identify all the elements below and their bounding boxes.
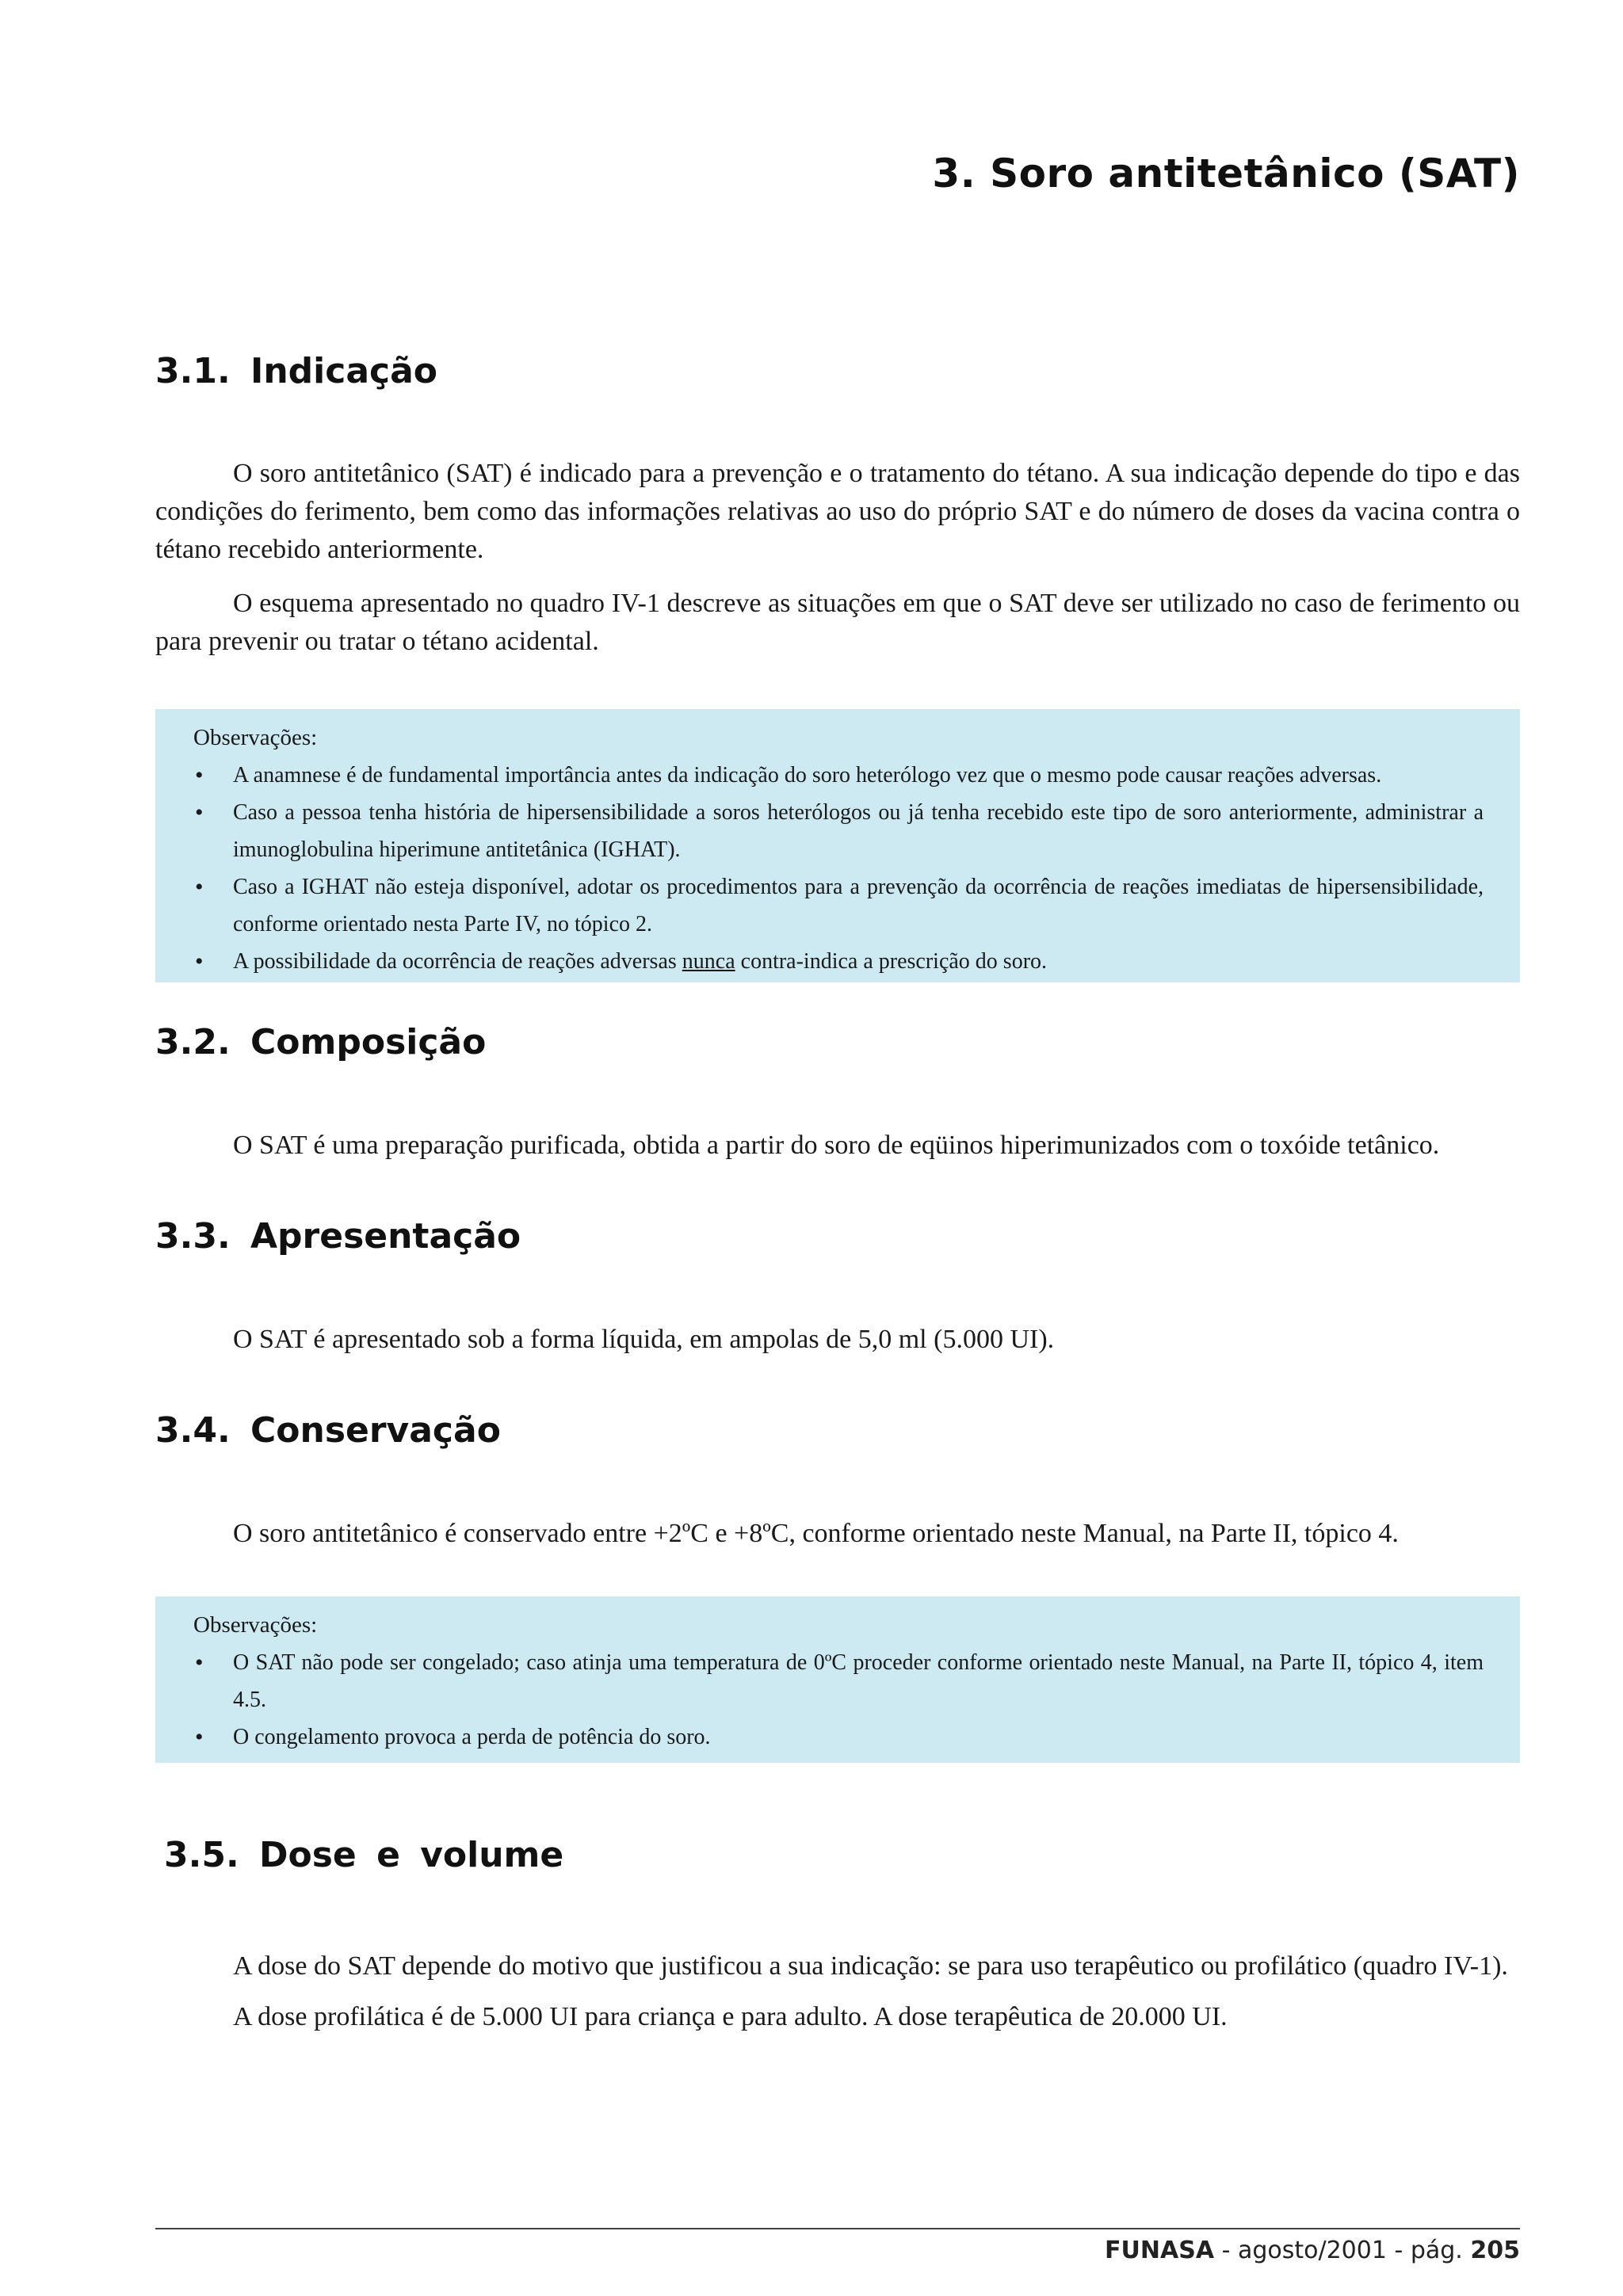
section-heading-conservacao: 3.4. Conservação [155, 1410, 501, 1451]
observation-text: A anamnese é de fundamental importância antes da indicação do soro heterólogo vez que o mesmo pode causar reações adversas. [233, 763, 1382, 788]
bullet-icon: • [195, 762, 204, 788]
observation-text: O congelamento provoca a perda de potência do soro. [233, 1725, 711, 1749]
paragraph-dose-1: A dose do SAT depende do motivo que justificou a sua indicação: se para uso terapêutico ou profilático (quadro IV-1). [233, 1951, 1508, 1981]
section-heading-dose-volume: 3.5. Dose e volume [164, 1835, 564, 1875]
observation-item [193, 943, 1484, 980]
page-number: 205 [1470, 2237, 1520, 2264]
observation-item [193, 868, 1484, 943]
bullet-icon: • [195, 799, 204, 826]
observations-list [193, 1644, 1484, 1756]
section-heading-composicao: 3.2. Composição [155, 1022, 487, 1062]
footer-date: - agosto/2001 - pág. [1214, 2237, 1471, 2264]
observations-list [193, 757, 1484, 980]
section-heading-apresentacao: 3.3. Apresentação [155, 1216, 521, 1257]
chapter-title: 3. Soro antitetânico (SAT) [932, 151, 1520, 196]
footer-organization: FUNASA [1105, 2237, 1215, 2264]
paragraph-conservacao: O soro antitetânico é conservado entre +2ºC e +8ºC, conforme orientado neste Manual, na Parte II, tópico 4. [233, 1519, 1399, 1548]
paragraph-dose-2: A dose profilática é de 5.000 UI para criança e para adulto. A dose terapêutica de 20.000 UI. [233, 2002, 1228, 2031]
observations-box-indicacao [155, 709, 1520, 982]
observations-box-conservacao [155, 1596, 1520, 1763]
observation-item [193, 757, 1484, 794]
observation-text-before: A possibilidade da ocorrência de reações adversas [233, 949, 682, 974]
observation-item [193, 1644, 1484, 1718]
bullet-icon: • [195, 1650, 204, 1676]
section-heading-indicacao: 3.1. Indicação [155, 351, 438, 391]
observation-item [193, 1718, 1484, 1756]
observation-emphasis: nunca [682, 949, 735, 974]
bullet-icon: • [195, 1724, 204, 1750]
observations-title: Observações: [193, 725, 318, 750]
observation-text-after: contra-indica a prescrição do soro. [735, 949, 1048, 974]
observations-title: Observações: [193, 1612, 318, 1638]
observation-text: O SAT não pode ser congelado; caso atinja uma temperatura de 0ºC proceder conforme orientado neste Manual, na Parte II, tópico 4, item 4.5. [233, 1650, 1484, 1712]
observation-item [193, 794, 1484, 868]
paragraph-indicacao-2: O esquema apresentado no quadro IV-1 descreve as situações em que o SAT deve ser utilizado no caso de ferimento ou para prevenir ou tratar o tétano acidental. [155, 589, 1520, 656]
bullet-icon: • [195, 948, 204, 974]
footer-divider [155, 2228, 1520, 2229]
paragraph-composicao: O SAT é uma preparação purificada, obtida a partir do soro de eqüinos hiperimunizados com o toxóide tetânico. [233, 1131, 1440, 1160]
observation-text: Caso a IGHAT não esteja disponível, adotar os procedimentos para a prevenção da ocorrência de reações imediatas de hipersensibilidade, conforme orientado nesta Parte IV, no tópico 2. [233, 875, 1484, 936]
paragraph-apresentacao: O SAT é apresentado sob a forma líquida, em ampolas de 5,0 ml (5.000 UI). [233, 1325, 1055, 1354]
paragraph-indicacao-1: O soro antitetânico (SAT) é indicado para a prevenção e o tratamento do tétano. A sua indicação depende do tipo e das condições do ferimento, bem como das informações relativas ao uso do próprio SAT e do número de doses da vacina contra o tétano recebido anteriormente. [155, 459, 1520, 564]
page-footer [1105, 2237, 1520, 2264]
bullet-icon: • [195, 874, 204, 900]
observation-text: Caso a pessoa tenha história de hipersensibilidade a soros heterólogos ou já tenha recebido este tipo de soro anteriormente, administrar a imunoglobulina hiperimune antitetânica (IGHAT). [233, 800, 1484, 862]
